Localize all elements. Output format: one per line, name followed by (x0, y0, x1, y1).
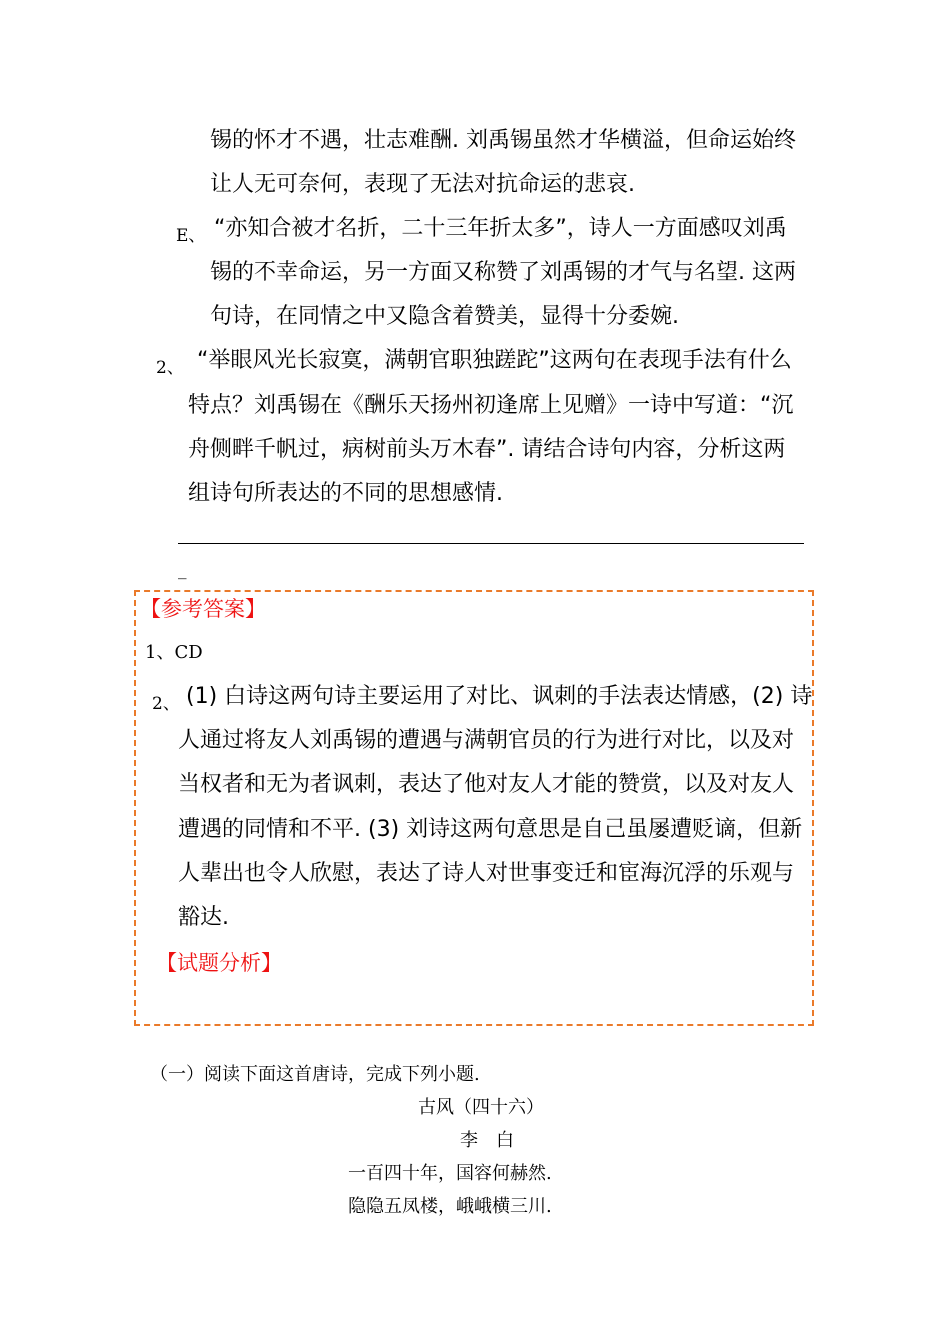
answer-blank-line (178, 543, 804, 544)
answer-1: 1、CD (145, 642, 203, 663)
question-2-line-1: “举眼风光长寂寞，满朝官职独蹉跎”这两句在表现手法有什么 (197, 348, 792, 373)
question-2-line-2: 特点？刘禹锡在《酬乐天扬州初逢席上见赠》一诗中写道：“沉 (188, 393, 794, 418)
poem-line-2: 隐隐五凤楼，峨峨横三川. (348, 1196, 552, 1217)
option-e-line-3: 句诗，在同情之中又隐含着赞美，显得十分委婉. (210, 304, 679, 329)
poem-title: 古风（四十六） (418, 1097, 544, 1118)
question-2-line-3: 舟侧畔千帆过，病树前头万木春”. 请结合诗句内容，分析这两 (188, 437, 786, 462)
answer-2-line-3: 当权者和无为者讽刺，表达了他对友人才能的赞赏，以及对友人 (178, 772, 795, 797)
answer-2-line-4: 遭遇的同情和不平. (3) 刘诗这两句意思是自己虽屡遭贬谪，但新 (178, 817, 803, 842)
option-d-line-2: 让人无可奈何，表现了无法对抗命运的悲哀. (210, 172, 635, 197)
option-d-line-1: 锡的怀才不遇，壮志难酬. 刘禹锡虽然才华横溢，但命运始终 (210, 128, 796, 153)
answer-blank-tail: _ (178, 560, 187, 580)
reading-intro: （一）阅读下面这首唐诗，完成下列小题. (150, 1064, 480, 1085)
answer-2-line-5: 人辈出也令人欣慰，表达了诗人对世事变迁和宦海沉浮的乐观与 (178, 861, 795, 886)
option-e-line-2: 锡的不幸命运，另一方面又称赞了刘禹锡的才气与名望. 这两 (210, 260, 796, 285)
answer-2-line-2: 人通过将友人刘禹锡的遭遇与满朝官员的行为进行对比，以及对 (178, 728, 795, 753)
question-2-line-4: 组诗句所表达的不同的思想感情. (188, 481, 503, 506)
poem-line-1: 一百四十年，国容何赫然. (348, 1163, 552, 1184)
question-2-label: 2、 (156, 358, 184, 378)
answer-2-line-1: (1) 白诗这两句诗主要运用了对比、讽刺的手法表达情感，(2) 诗 (186, 684, 813, 709)
answer-2-line-6: 豁达. (178, 905, 229, 930)
analysis-heading: 【试题分析】 (156, 951, 282, 975)
reference-answer-heading: 【参考答案】 (140, 597, 266, 621)
poem-author: 李 白 (460, 1130, 514, 1151)
option-e-label: E、 (176, 226, 206, 246)
answer-2-label: 2、 (152, 694, 180, 714)
option-e-line-1: “亦知合被才名折，二十三年折太多”，诗人一方面感叹刘禹 (214, 216, 787, 241)
